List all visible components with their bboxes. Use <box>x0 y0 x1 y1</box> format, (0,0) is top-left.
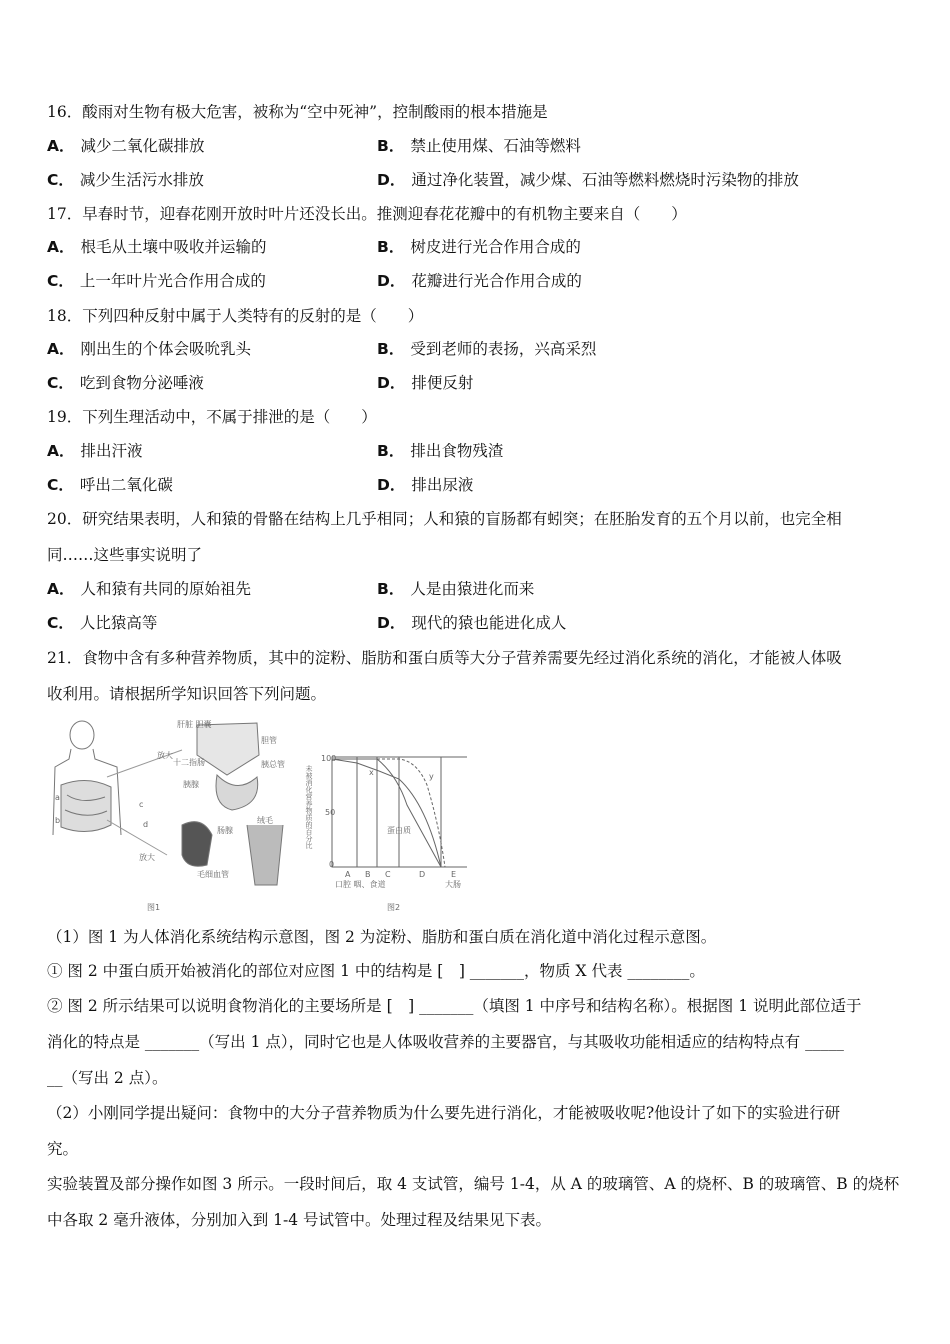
q19-stem: 19．下列生理活动中，不属于排泄的是（ ） <box>47 408 377 426</box>
figure-1-caption: 图1 <box>147 903 161 912</box>
q19-option-d <box>377 474 473 496</box>
label-a: a <box>55 793 60 802</box>
option-label: D． <box>377 374 406 392</box>
label-pancreatic-duct: 胰总管 <box>261 760 285 769</box>
q21-exp-line2: 中各取 2 毫升液体，分别加入到 1-4 号试管中。处理过程及结果见下表。 <box>47 1211 552 1229</box>
option-text: 排出汗液 <box>80 442 143 460</box>
x-letter-d: D <box>419 870 426 879</box>
option-text: 禁止使用煤、石油等燃料 <box>410 137 581 155</box>
curve-protein <box>332 759 441 867</box>
x-names: 口腔 咽、食道 <box>335 880 386 889</box>
label-c: c <box>139 800 144 809</box>
option-label: C． <box>47 374 74 392</box>
q20-option-d <box>377 612 566 634</box>
y-axis-label: 未被消化营养物质的百分比 <box>305 765 313 849</box>
option-label: A． <box>47 137 75 155</box>
protein-label: 蛋白质 <box>387 826 411 835</box>
option-label: A． <box>47 238 75 256</box>
option-label: B． <box>377 442 405 460</box>
q18-stem: 18．下列四种反射中属于人类特有的反射的是（ ） <box>47 307 424 325</box>
q21-sub1-b-line2: 消化的特点是 _______（写出 1 点），同时它也是人体吸收营养的主要器官，与其吸收功能相适应的结构特点有 _____ <box>47 1033 844 1051</box>
series-y-label: y <box>429 772 434 781</box>
q21-sub2-line2: 究。 <box>47 1140 79 1158</box>
option-label: A． <box>47 340 75 358</box>
option-label: D． <box>377 171 406 189</box>
option-label: B． <box>377 137 405 155</box>
duodenum-inset <box>216 775 258 810</box>
option-text: 刚出生的个体会吸吮乳头 <box>80 340 252 358</box>
q21-sub1-b-line3: __（写出 2 点）。 <box>47 1069 168 1087</box>
q17-stem: 17．早春时节，迎春花刚开放时叶片还没长出。推测迎春花花瓣中的有机物主要来自（ ） <box>47 205 687 223</box>
option-text: 减少生活污水排放 <box>79 171 204 189</box>
q21-sub1-a: ① 图 2 中蛋白质开始被消化的部位对应图 1 中的结构是 [ ] _______，物质 X 代表 ________。 <box>47 962 705 980</box>
option-label: C． <box>47 171 74 189</box>
q16-option-c <box>47 169 204 191</box>
figure-svg <box>47 715 467 915</box>
q17-option-d <box>377 270 582 292</box>
q19-option-a <box>47 440 143 462</box>
option-label: C． <box>47 614 74 632</box>
option-text: 受到老师的表扬，兴高采烈 <box>410 340 597 358</box>
label-villus: 绒毛 <box>257 816 273 825</box>
option-text: 排出尿液 <box>411 476 474 494</box>
option-text: 人是由猿进化而来 <box>410 580 535 598</box>
option-text: 减少二氧化碳排放 <box>80 137 205 155</box>
option-text: 呼出二氧化碳 <box>79 476 173 494</box>
option-label: B． <box>377 580 405 598</box>
x-letter-c: C <box>385 870 391 879</box>
curve-x <box>332 759 441 867</box>
q20-option-c <box>47 612 157 634</box>
y-tick-50: 50 <box>325 808 336 817</box>
q16-option-d <box>377 169 799 191</box>
liver-inset <box>197 723 259 775</box>
q20-option-b <box>377 578 534 600</box>
q21-sub1-intro: （1）图 1 为人体消化系统结构示意图，图 2 为淀粉、脂肪和蛋白质在消化道中消化过程示意图。 <box>47 928 717 946</box>
option-text: 根毛从土壤中吸收并运输的 <box>80 238 267 256</box>
q17-option-b <box>377 236 581 258</box>
label-capillary: 毛细血管 <box>197 870 229 879</box>
q16-stem: 16．酸雨对生物有极大危害，被称为“空中死神”，控制酸雨的根本措施是 <box>47 103 548 121</box>
option-text: 上一年叶片光合作用合成的 <box>79 272 266 290</box>
figure-2-caption: 图2 <box>387 903 401 912</box>
digestion-figure <box>47 715 467 915</box>
label-enlarge-top: 放大 <box>157 751 173 760</box>
option-label: B． <box>377 238 405 256</box>
option-text: 现代的猿也能进化成人 <box>411 614 567 632</box>
label-liver: 肝脏 胆囊 <box>177 720 212 729</box>
q21-stem-line1: 21．食物中含有多种营养物质，其中的淀粉、脂肪和蛋白质等大分子营养需要先经过消化系统的消化，才能被人体吸 <box>47 649 842 667</box>
option-text: 花瓣进行光合作用合成的 <box>411 272 582 290</box>
q16-option-a <box>47 135 205 157</box>
q21-sub2-line1: （2）小刚同学提出疑问：食物中的大分子营养物质为什么要先进行消化，才能被吸收呢?他设计了如下的实验进行研 <box>47 1104 841 1122</box>
q18-option-b <box>377 338 596 360</box>
label-duodenum: 十二指肠 <box>173 758 205 767</box>
y-tick-100: 100 <box>321 754 337 763</box>
option-text: 排便反射 <box>411 374 474 392</box>
q20-stem-line2: 同……这些事实说明了 <box>47 546 203 564</box>
figure-2-chart <box>332 757 467 867</box>
option-label: C． <box>47 476 74 494</box>
option-label: D． <box>377 476 406 494</box>
option-text: 排出食物残渣 <box>410 442 504 460</box>
x-last: 大肠 <box>445 880 461 889</box>
q16-option-b <box>377 135 581 157</box>
q20-option-a <box>47 578 251 600</box>
x-letter-e: E <box>451 870 457 879</box>
q18-option-d <box>377 372 473 394</box>
label-b: b <box>55 816 61 825</box>
q17-option-a <box>47 236 267 258</box>
x-letter-b: B <box>365 870 371 879</box>
label-bile-duct: 胆管 <box>261 736 277 745</box>
option-text: 吃到食物分泌唾液 <box>79 374 204 392</box>
option-label: A． <box>47 442 75 460</box>
label-d: d <box>143 820 149 829</box>
figure-1-body-diagram <box>53 721 283 885</box>
label-enlarge-bottom: 放大 <box>139 853 155 862</box>
option-text: 人和猿有共同的原始祖先 <box>80 580 252 598</box>
option-text: 人比猿高等 <box>79 614 158 632</box>
option-label: B． <box>377 340 405 358</box>
q21-stem-line2: 收利用。请根据所学知识回答下列问题。 <box>47 685 327 703</box>
villus-inset <box>247 825 283 885</box>
q19-option-c <box>47 474 173 496</box>
series-x-label: x <box>369 768 374 777</box>
head-outline <box>70 721 94 749</box>
q21-exp-line1: 实验装置及部分操作如图 3 所示。一段时间后，取 4 支试管，编号 1-4，从 A 的玻璃管、A 的烧杯、B 的玻璃管、B 的烧杯 <box>47 1175 900 1193</box>
q20-stem-line1: 20．研究结果表明，人和猿的骨骼在结构上几乎相同；人和猿的盲肠都有蚓突；在胚胎发育的五个月以前，也完全相 <box>47 510 842 528</box>
q17-option-c <box>47 270 266 292</box>
option-label: D． <box>377 614 406 632</box>
option-label: A． <box>47 580 75 598</box>
q18-option-a <box>47 338 251 360</box>
intestinal-gland-inset <box>182 822 212 867</box>
q18-option-c <box>47 372 204 394</box>
option-text: 通过净化装置，减少煤、石油等燃料燃烧时污染物的排放 <box>411 171 799 189</box>
x-letter-a: A <box>345 870 351 879</box>
option-label: C． <box>47 272 74 290</box>
enlarge-arrow-bottom <box>107 820 167 855</box>
option-text: 树皮进行光合作用合成的 <box>410 238 581 256</box>
q19-option-b <box>377 440 503 462</box>
y-tick-0: 0 <box>329 860 335 869</box>
label-intestinal-gland: 肠腺 <box>217 826 233 835</box>
label-pancreas: 胰腺 <box>183 780 199 789</box>
option-label: D． <box>377 272 406 290</box>
q21-sub1-b-line1: ② 图 2 所示结果可以说明食物消化的主要场所是 [ ] _______（填图 1 中序号和结构名称）。根据图 1 说明此部位适于 <box>47 997 862 1015</box>
digestive-organs <box>61 780 111 831</box>
